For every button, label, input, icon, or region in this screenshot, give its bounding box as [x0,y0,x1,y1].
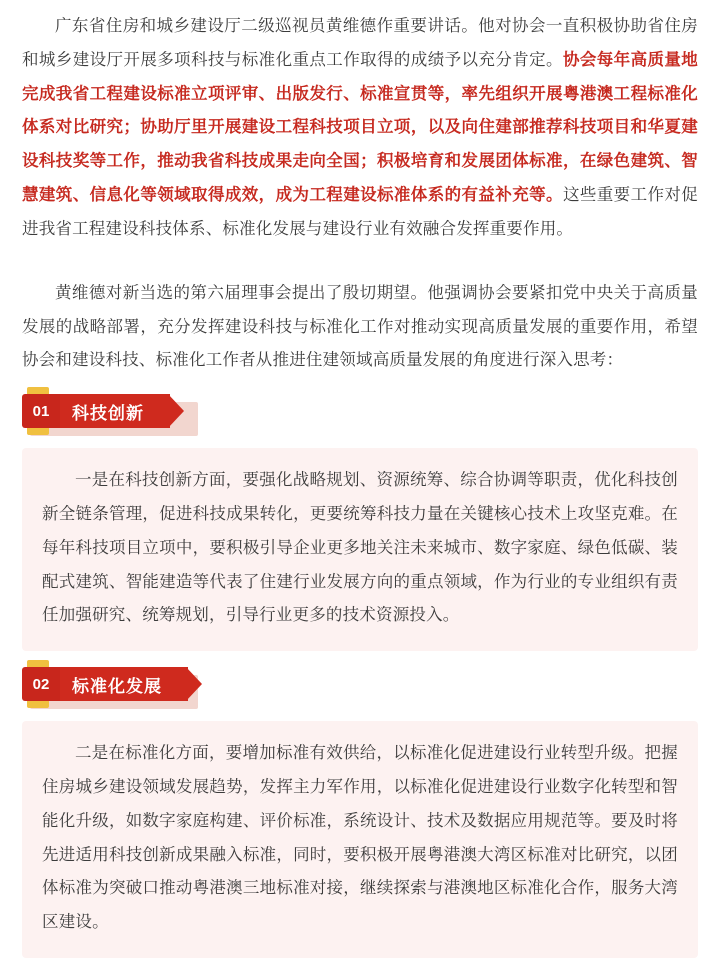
section-02-tag-inner [22,667,188,701]
section-01 [22,394,698,651]
section-01-number: 01 [22,394,60,428]
section-01-tag-arrow [168,394,184,428]
paragraph-1 [22,10,698,247]
section-02-body [22,721,698,958]
section-02-body-text: 二是在标准化方面，要增加标准有效供给，以标准化促进建设行业转型升级。把握住房城乡建设领域发展趋势，发挥主力军作用，以标准化促进建设行业数字化转型和智能化升级，如数字家庭构建、评价标准，系统设计、技术及数据应用规范等。要及时将先进适用科技创新成果融入标准，同时，要积极开展粤港澳大湾区标准对比研究，以团体标准为突破口推动粤港澳三地标准对接，继续探索与港澳地区标准化合作，服务大湾区建设。 [42,744,678,932]
paragraph-2 [22,277,698,378]
paragraph-1-run-3: 这些重要工作对促进我省工程建设科技体系、标准化发展与建设行业有效融合发挥重要作用。 [22,186,698,238]
paragraph-1-run-1: 广东省住房和城乡建设厅二级巡视员黄维德作重要讲话。他对协会一直积极协助省住房和城乡建设厅开展多项科技与标准化重点工作取得的成绩予以充分肯定。 [22,17,698,69]
section-01-body-text: 一是在科技创新方面，要强化战略规划、资源统筹、综合协调等职责，优化科技创新全链条管理，促进科技成果转化，更要统筹科技力量在关键核心技术上攻坚克难。在每年科技项目立项中，要积极引导企业更多地关注未来城市、数字家庭、绿色低碳、装配式建筑、智能建造等代表了住建行业发展方向的重点领域，作为行业的专业组织有责任加强研究、统筹规划，引导行业更多的技术资源投入。 [42,471,678,625]
paragraph-spacer [22,253,698,277]
section-02 [22,667,698,958]
section-01-title: 科技创新 [60,394,170,428]
section-02-title: 标准化发展 [60,667,188,701]
section-02-number: 02 [22,667,60,701]
section-01-tag [22,394,698,438]
section-02-tag [22,667,698,711]
section-02-tag-arrow [186,667,202,701]
section-01-tag-inner [22,394,170,428]
paragraph-2-run-1: 黄维德对新当选的第六届理事会提出了殷切期望。他强调协会要紧扣党中央关于高质量发展的战略部署，充分发挥建设科技与标准化工作对推动实现高质量发展的重要作用，希望协会和建设科技、标准化工作者从推进住建领域高质量发展的角度进行深入思考： [22,283,698,370]
paragraph-1-run-2-highlight: 协会每年高质量地完成我省工程建设标准立项评审、出版发行、标准宣贯等，率先组织开展粤港澳工程标准化体系对比研究；协助厅里开展建设工程科技项目立项，以及向住建部推荐科技项目和华夏建设科技奖等工作，推动我省科技成果走向全国；积极培育和发展团体标准，在绿色建筑、智慧建筑、信息化等领域取得成效，成为工程建设标准体系的有益补充等。 [22,50,698,205]
section-01-body [22,448,698,651]
